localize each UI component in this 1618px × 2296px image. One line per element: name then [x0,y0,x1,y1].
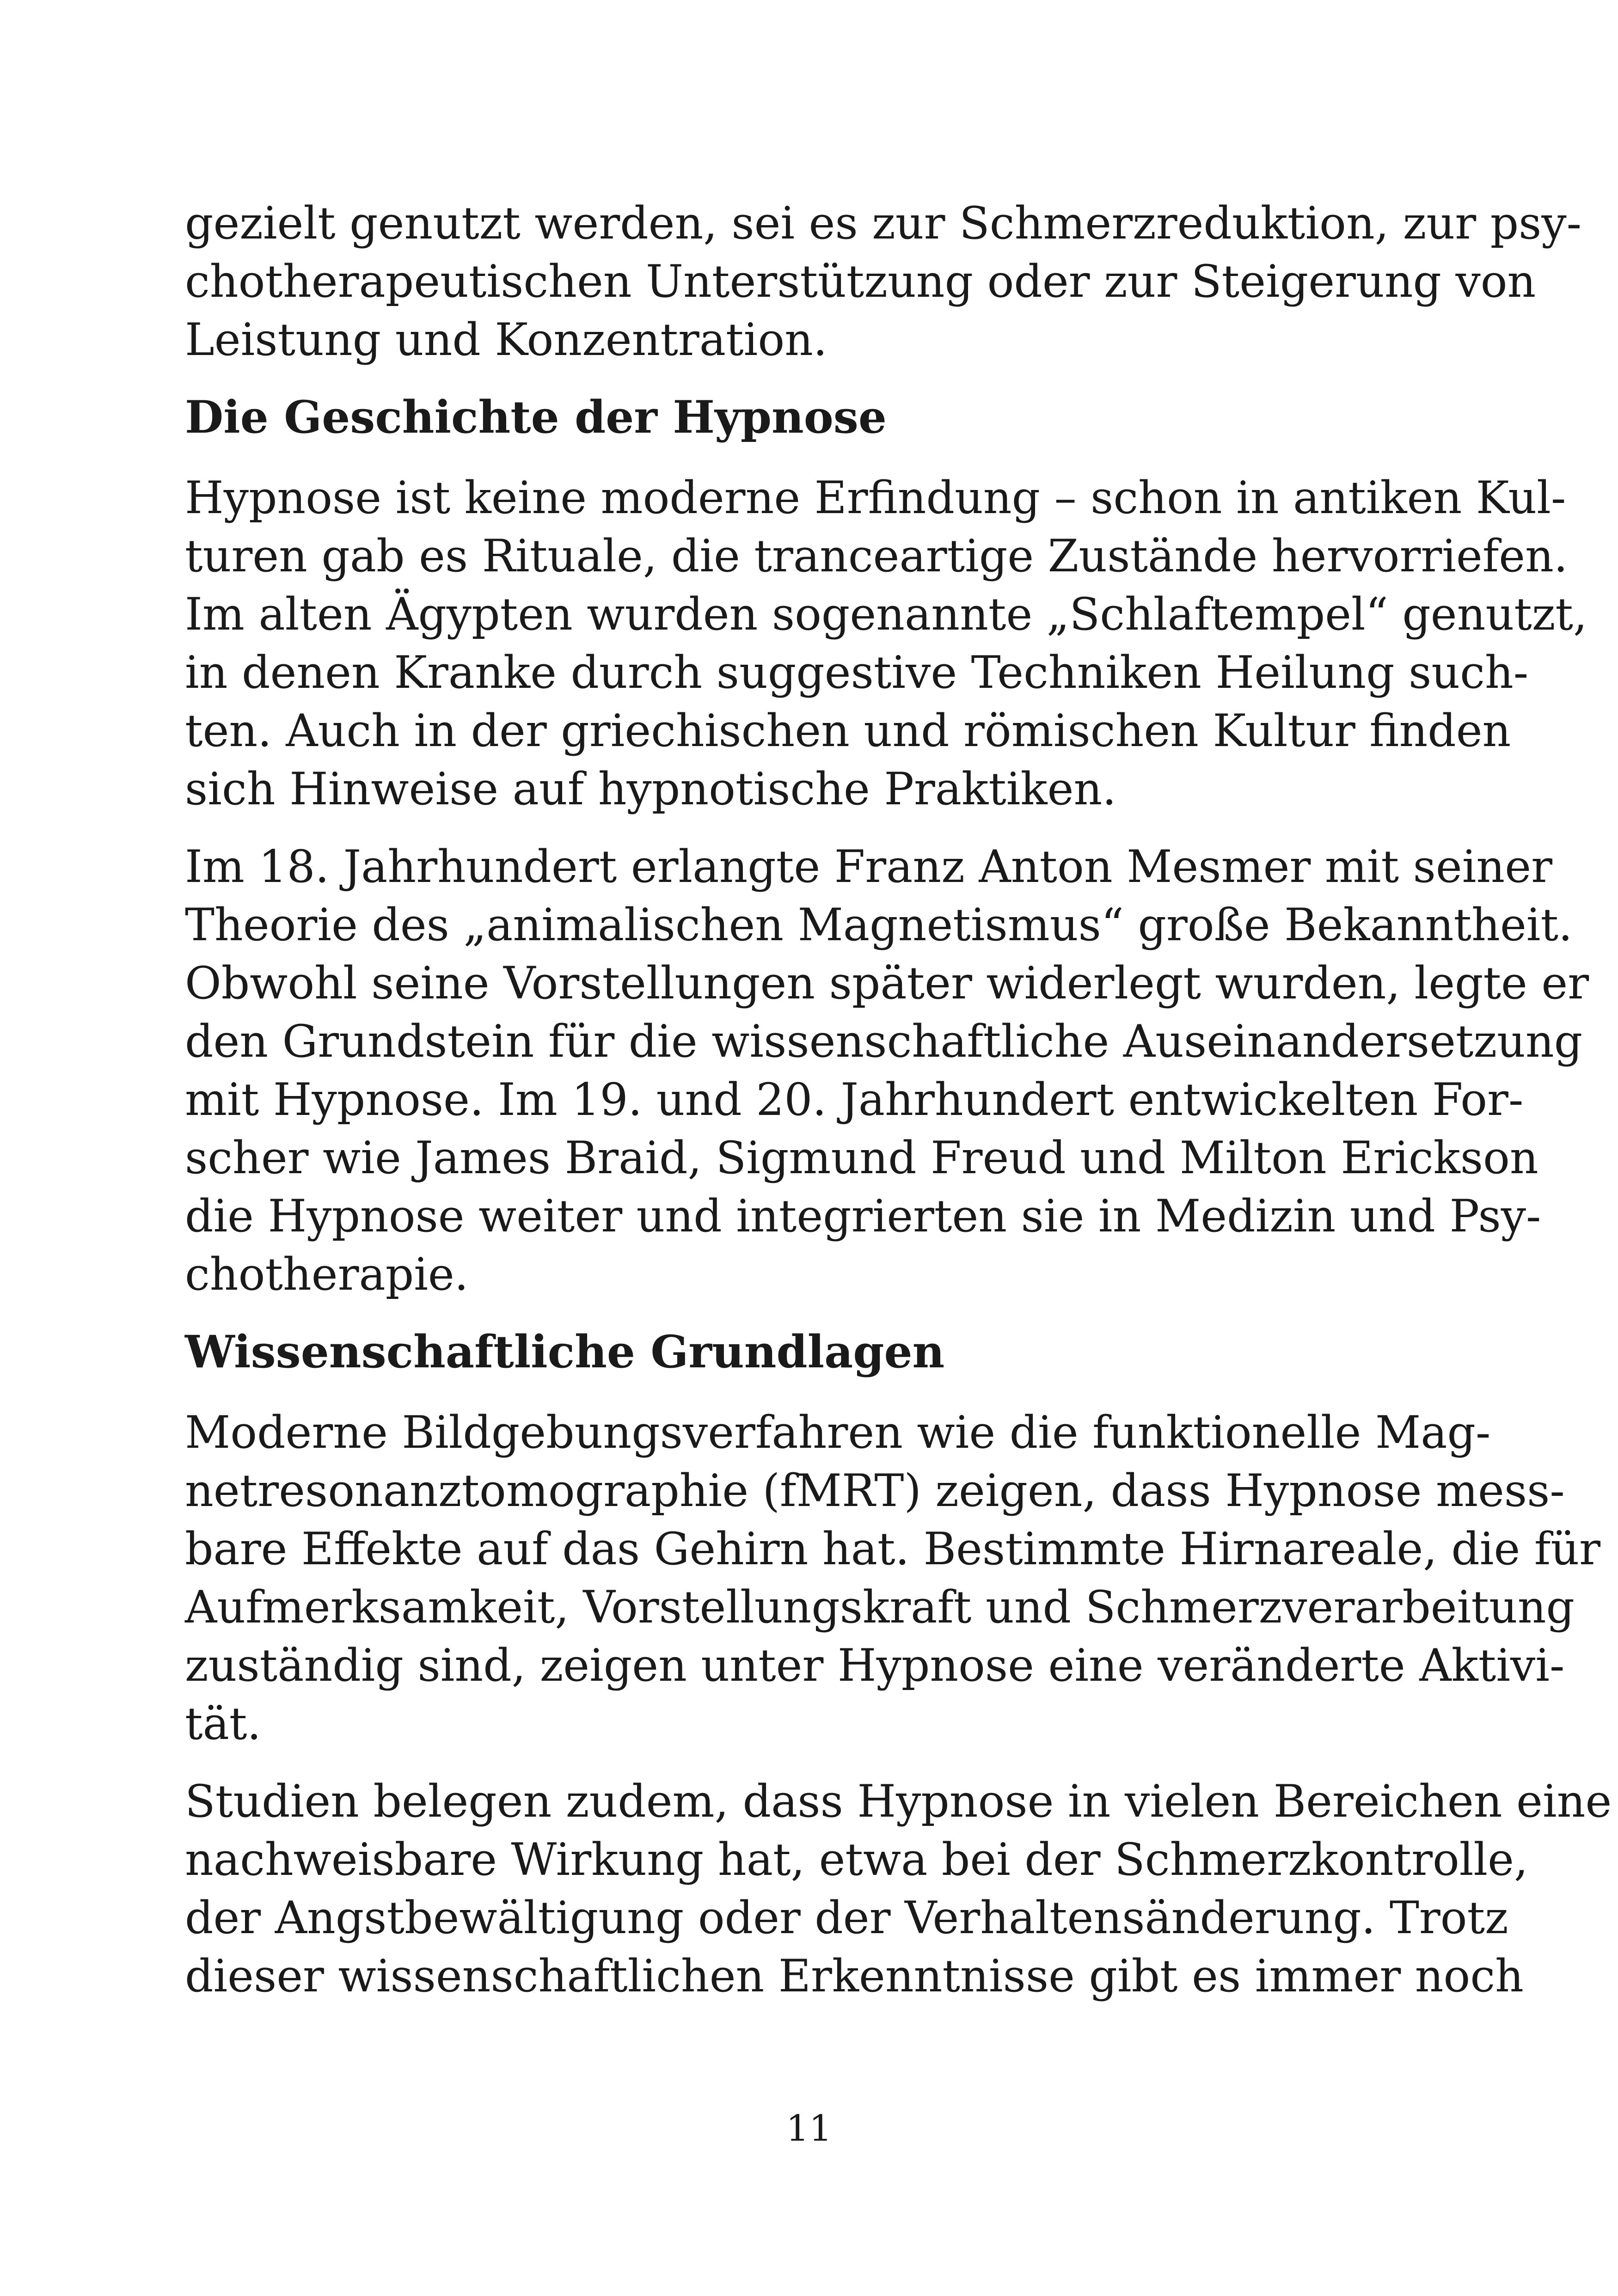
text-line: chotherapeutischen Unterstützung oder zur Steigerung von [185,256,1536,307]
text-line: sich Hinweise auf hypnotische Praktiken. [185,763,1116,815]
section-heading-science: Wissenschaftliche Grundlagen [185,1326,945,1378]
text-line: zuständig sind, zeigen unter Hypnose eine veränderte Aktivi- [185,1640,1565,1691]
paragraph-history-2 [185,838,1589,1304]
text-line: mit Hypnose. Im 19. und 20. Jahrhundert entwickelten For- [185,1074,1524,1126]
text-line: Obwohl seine Vorstellungen später widerlegt wurden, legte er [185,957,1589,1009]
paragraph-intro [185,194,1581,369]
paragraph-science-1 [185,1403,1601,1753]
text-line: Theorie des „animalischen Magnetismus“ große Bekanntheit. [185,899,1573,951]
text-line: Hypnose ist keine moderne Erfindung – schon in antiken Kul- [185,472,1566,524]
text-line: Moderne Bildgebungsverfahren wie die funktionelle Mag- [185,1407,1491,1458]
text-line: Im alten Ägypten wurden sogenannte „Schlaftempel“ genutzt, [185,588,1587,640]
text-line: gezielt genutzt werden, sei es zur Schmerzreduktion, zur psy- [185,197,1581,249]
text-line: in denen Kranke durch suggestive Techniken Heilung such- [185,647,1529,698]
page-number: 11 [786,2108,832,2149]
text-line: ten. Auch in der griechischen und römischen Kultur finden [185,705,1511,757]
text-line: tät. [185,1698,261,1750]
text-line: der Angstbewältigung oder der Verhaltensänderung. Trotz [185,1892,1508,1944]
text-line: Studien belegen zudem, dass Hypnose in vielen Bereichen eine [185,1776,1612,1827]
text-line: den Grundstein für die wissenschaftliche Auseinandersetzung [185,1016,1583,1067]
section-heading-history: Die Geschichte der Hypnose [185,391,887,443]
text-line: turen gab es Rituale, die tranceartige Zustände hervorriefen. [185,530,1568,582]
text-line: nachweisbare Wirkung hat, etwa bei der Schmerzkontrolle, [185,1834,1528,1886]
text-line: dieser wissenschaftlichen Erkenntnisse gibt es immer noch [185,1950,1524,2002]
body-text [185,194,1612,2025]
text-line: chotherapie. [185,1249,469,1300]
text-line: Aufmerksamkeit, Vorstellungskraft und Schmerzverarbeitung [185,1581,1575,1633]
paragraph-history-1 [185,469,1587,818]
text-line: Leistung und Konzentration. [185,314,827,366]
text-line: bare Effekte auf das Gehirn hat. Bestimmte Hirnareale, die für [185,1523,1601,1575]
text-line: Im 18. Jahrhundert erlangte Franz Anton Mesmer mit seiner [185,841,1552,893]
text-line: scher wie James Braid, Sigmund Freud und Milton Erickson [185,1132,1538,1184]
text-line: die Hypnose weiter und integrierten sie in Medizin und Psy- [185,1190,1541,1242]
paragraph-science-2 [185,1772,1612,2005]
text-line: netresonanztomographie (fMRT) zeigen, dass Hypnose mess- [185,1465,1565,1517]
